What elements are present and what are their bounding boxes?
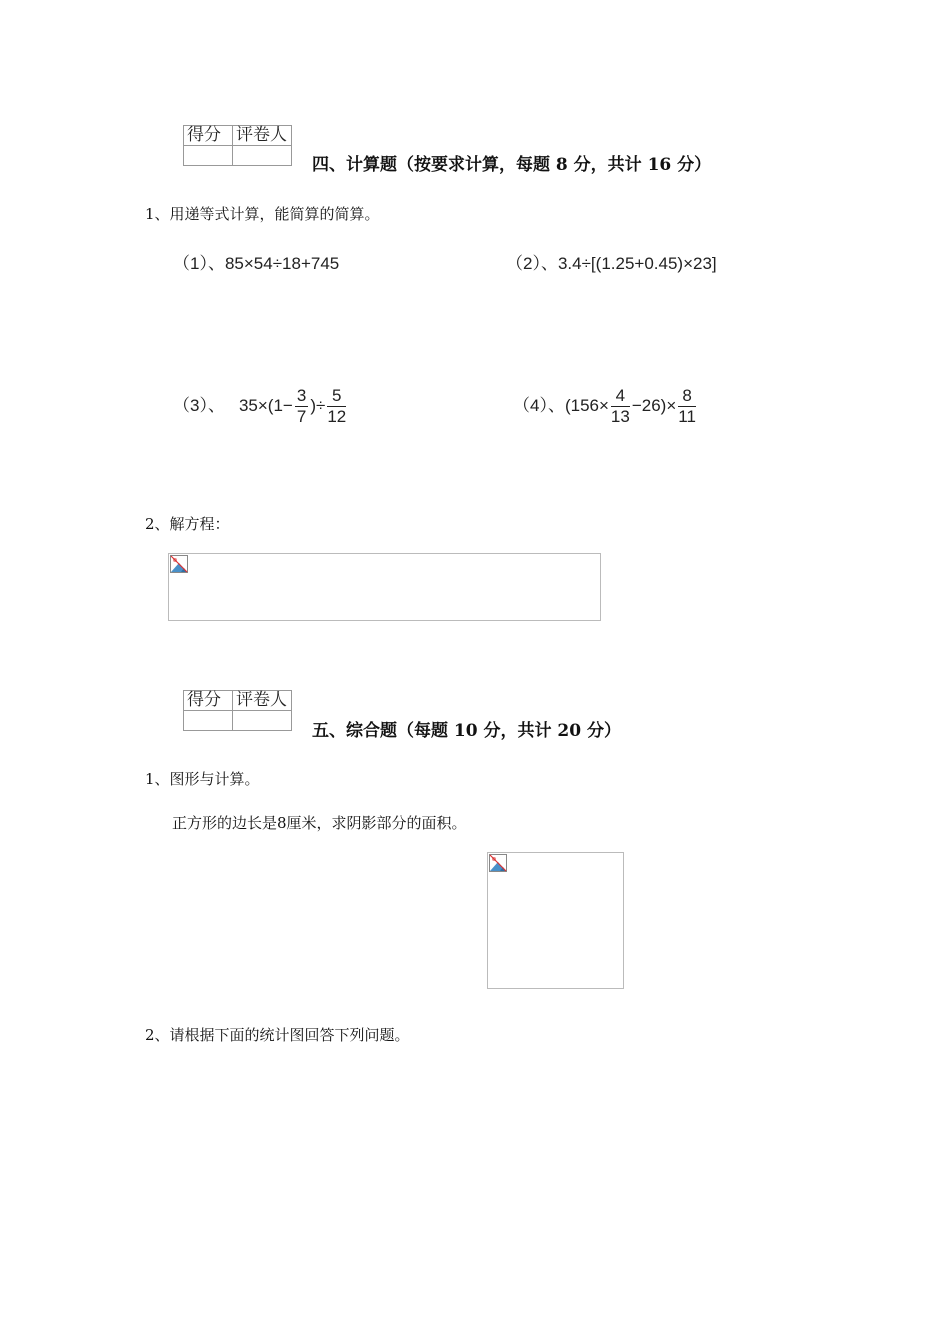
fraction-3-7 xyxy=(295,386,308,427)
fraction-5-12 xyxy=(327,386,346,427)
equation-image-placeholder xyxy=(168,553,601,621)
score-table-section5 xyxy=(183,690,292,731)
question-1-text: 1、用递等式计算，能简算的简算。 xyxy=(145,205,380,223)
problem-1-label: （1）、 xyxy=(173,254,225,273)
section5-title: 五、综合题（每题 10 分，共计 20 分） xyxy=(312,721,621,741)
broken-image-icon xyxy=(170,555,188,573)
fraction-denominator: 7 xyxy=(296,407,307,426)
question-2-text: 2、解方程： xyxy=(145,515,230,533)
problem-3 xyxy=(173,386,348,427)
section4-title: 四、计算题（按要求计算，每题 8 分，共计 16 分） xyxy=(312,155,712,175)
fraction-numerator: 5 xyxy=(327,386,346,407)
reviewer-cell xyxy=(233,146,292,166)
problem-4-label: （4）、 xyxy=(513,395,565,415)
reviewer-label: 评卷人 xyxy=(233,691,292,711)
score-label: 得分 xyxy=(184,126,233,146)
fraction-numerator: 8 xyxy=(678,386,696,407)
question-5-2-text: 2、请根据下面的统计图回答下列问题。 xyxy=(145,1026,410,1044)
problem-2-expression: 3.4÷[(1.25+0.45)×23] xyxy=(557,254,717,273)
score-cell xyxy=(184,711,233,731)
fraction-denominator: 13 xyxy=(610,407,630,426)
question-5-1-subtext: 正方形的边长是8厘米，求阴影部分的面积。 xyxy=(172,814,467,832)
problem-3-expr-mid: )÷ xyxy=(310,395,326,415)
question-5-1-text: 1、图形与计算。 xyxy=(145,770,260,788)
fraction-denominator: 11 xyxy=(678,407,696,426)
problem-4 xyxy=(513,386,698,427)
reviewer-cell xyxy=(233,711,292,731)
problem-4-expr-pre: (156× xyxy=(564,395,609,415)
problem-3-expr-pre: 35×(1− xyxy=(238,395,293,415)
fraction-denominator: 12 xyxy=(327,407,347,426)
problem-1 xyxy=(173,249,339,274)
fraction-8-11 xyxy=(678,386,696,427)
problem-1-expression: 85×54÷18+745 xyxy=(224,254,340,273)
square-figure-placeholder xyxy=(487,852,624,989)
fraction-4-13 xyxy=(611,386,630,427)
reviewer-label: 评卷人 xyxy=(233,126,292,146)
score-label: 得分 xyxy=(184,691,233,711)
broken-image-icon xyxy=(489,854,507,872)
problem-4-expr-mid: −26)× xyxy=(631,395,677,415)
problem-2 xyxy=(506,249,717,274)
problem-2-label: （2）、 xyxy=(506,254,558,273)
score-table-section4 xyxy=(183,125,292,166)
fraction-numerator: 4 xyxy=(611,386,630,407)
score-cell xyxy=(184,146,233,166)
fraction-numerator: 3 xyxy=(296,386,307,405)
problem-3-label: （3）、 xyxy=(173,395,225,415)
